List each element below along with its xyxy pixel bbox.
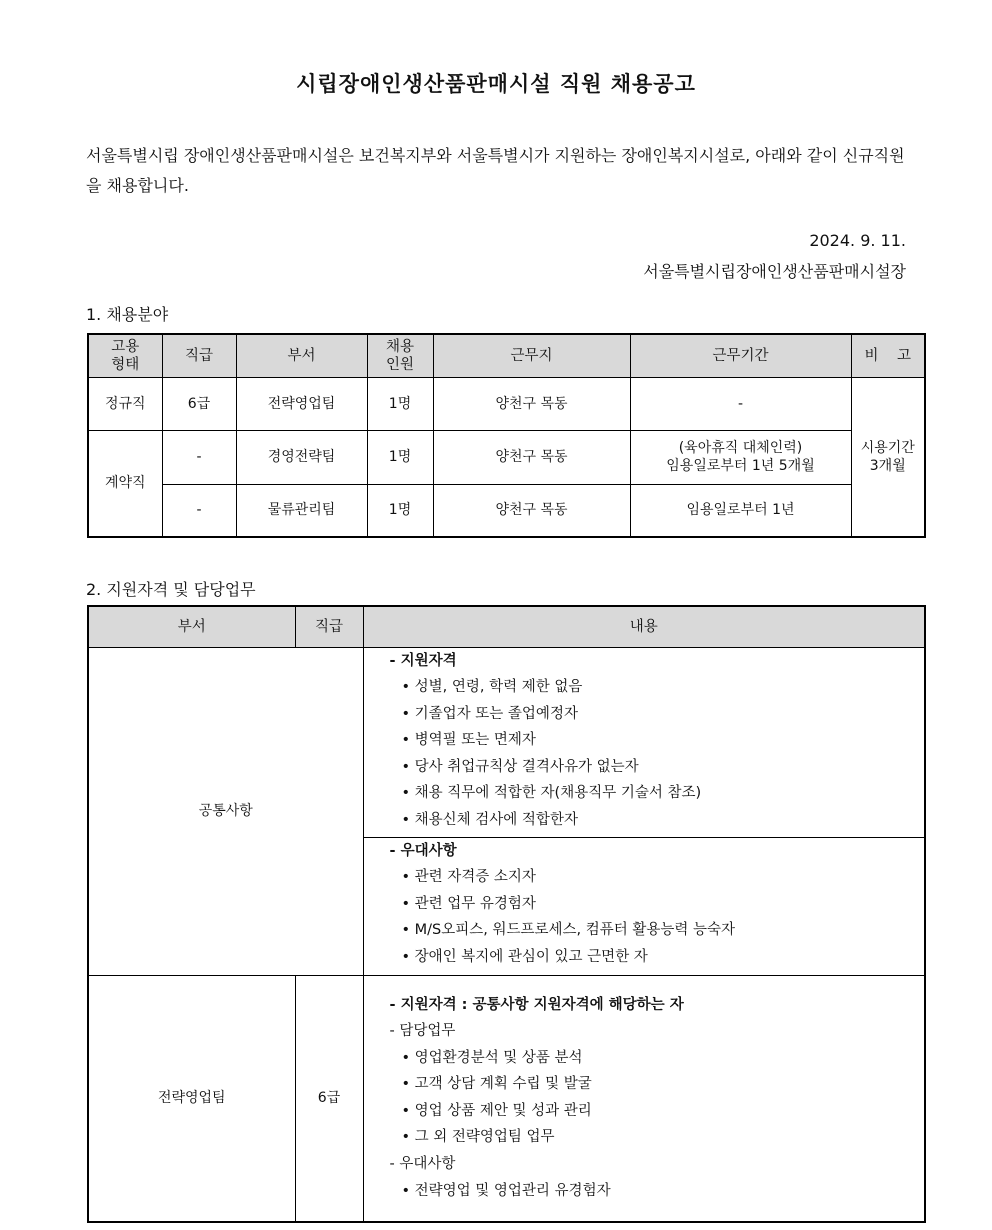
list-item: • 전략영업 및 영업관리 유경험자 <box>401 1182 611 1199</box>
recruitment-field-table <box>87 333 926 538</box>
period-text: 임용일로부터 1년 5개월 <box>666 458 815 474</box>
cell-grade: 6급 <box>162 377 236 430</box>
cell-sales-content <box>363 975 925 1222</box>
list-item: • 기졸업자 또는 졸업예정자 <box>401 705 578 722</box>
header-text: 채용 <box>385 338 414 355</box>
page-title: 시립장애인생산품판매시설 직원 채용공고 <box>296 72 696 96</box>
list-item: • 채용신체 검사에 적합한자 <box>401 812 578 829</box>
preference-heading: - 우대사항 <box>389 1156 456 1173</box>
col-header-count <box>367 334 433 377</box>
cell-location: 양천구 목동 <box>433 430 630 484</box>
col-header-location: 근무지 <box>433 334 630 377</box>
header-text: 형태 <box>111 356 140 373</box>
list-item: • 관련 업무 유경험자 <box>401 895 536 912</box>
table-row <box>88 484 925 537</box>
list-item: • 영업환경분석 및 상품 분석 <box>401 1049 583 1066</box>
cell-grade: - <box>162 484 236 537</box>
header-text: 인원 <box>385 356 414 373</box>
list-item: • 채용 직무에 적합한 자(채용직무 기술서 참조) <box>401 785 702 802</box>
table-row <box>88 975 925 1222</box>
section1-heading: 1. 채용분야 <box>86 305 169 324</box>
cell-note <box>851 377 925 537</box>
col-header-type <box>88 334 162 377</box>
cell-common-preferences <box>363 837 925 975</box>
cell-count: 1명 <box>367 377 433 430</box>
cell-dept: 전략영업팀 <box>88 975 295 1222</box>
period-text: (육아휴직 대체인력) <box>678 440 803 456</box>
list-item: • 고객 상담 계획 수립 및 발굴 <box>401 1076 592 1093</box>
cell-dept: 전략영업팀 <box>236 377 367 430</box>
list-item: • 그 외 전략영업팀 업무 <box>401 1129 555 1146</box>
note-text: 시용기간 <box>860 439 915 456</box>
list-item: • 영업 상품 제안 및 성과 관리 <box>401 1102 592 1119</box>
qualification-heading: - 지원자격 <box>389 652 457 669</box>
cell-type: 정규직 <box>88 377 162 430</box>
col-header-dept: 부서 <box>88 606 295 647</box>
col-header-grade: 직급 <box>162 334 236 377</box>
col-header-content: 내용 <box>363 606 925 647</box>
cell-common-label: 공통사항 <box>88 647 363 975</box>
cell-location: 양천구 목동 <box>433 377 630 430</box>
cell-location: 양천구 목동 <box>433 484 630 537</box>
announcement-date: 2024. 9. 11. <box>809 231 906 250</box>
cell-grade: 6급 <box>295 975 363 1222</box>
cell-period: - <box>630 377 851 430</box>
list-item: • 장애인 복지에 관심이 있고 근면한 자 <box>401 948 648 965</box>
col-header-grade: 직급 <box>295 606 363 647</box>
note-text: 3개월 <box>869 457 906 474</box>
qualification-line: - 지원자격 : 공통사항 지원자격에 해당하는 자 <box>389 996 684 1013</box>
cell-grade: - <box>162 430 236 484</box>
intro-paragraph: 서울특별시립 장애인생산품판매시설은 보건복지부와 서울특별시가 지원하는 장애인복지시설로, 아래와 같이 신규직원을 채용합니다. <box>86 146 905 195</box>
table-header-row <box>88 334 925 377</box>
list-item: • M/S오피스, 워드프로세스, 컴퓨터 활용능력 능숙자 <box>401 922 736 939</box>
table-row <box>88 377 925 430</box>
preference-heading: - 우대사항 <box>389 842 457 859</box>
list-item: • 성별, 연령, 학력 제한 없음 <box>401 679 583 696</box>
table-header-row <box>88 606 925 647</box>
section2-heading: 2. 지원자격 및 담당업무 <box>86 580 256 599</box>
col-header-dept: 부서 <box>236 334 367 377</box>
header-text: 고용 <box>111 338 140 355</box>
table-row <box>88 430 925 484</box>
cell-type: 계약직 <box>88 430 162 537</box>
cell-period: 임용일로부터 1년 <box>630 484 851 537</box>
duty-heading: - 담당업무 <box>389 1023 456 1040</box>
table-row <box>88 647 925 837</box>
list-item: • 당사 취업규칙상 결격사유가 없는자 <box>401 758 639 775</box>
col-header-note: 비 고 <box>851 334 925 377</box>
list-item: • 관련 자격증 소지자 <box>401 869 536 886</box>
cell-dept: 경영전략팀 <box>236 430 367 484</box>
cell-count: 1명 <box>367 430 433 484</box>
cell-count: 1명 <box>367 484 433 537</box>
qualification-table <box>87 605 926 1223</box>
col-header-period: 근무기간 <box>630 334 851 377</box>
cell-period <box>630 430 851 484</box>
cell-dept: 물류관리팀 <box>236 484 367 537</box>
cell-common-qualifications <box>363 647 925 837</box>
list-item: • 병역필 또는 면제자 <box>401 732 536 749</box>
issuer-name: 서울특별시립장애인생산품판매시설장 <box>643 262 906 281</box>
